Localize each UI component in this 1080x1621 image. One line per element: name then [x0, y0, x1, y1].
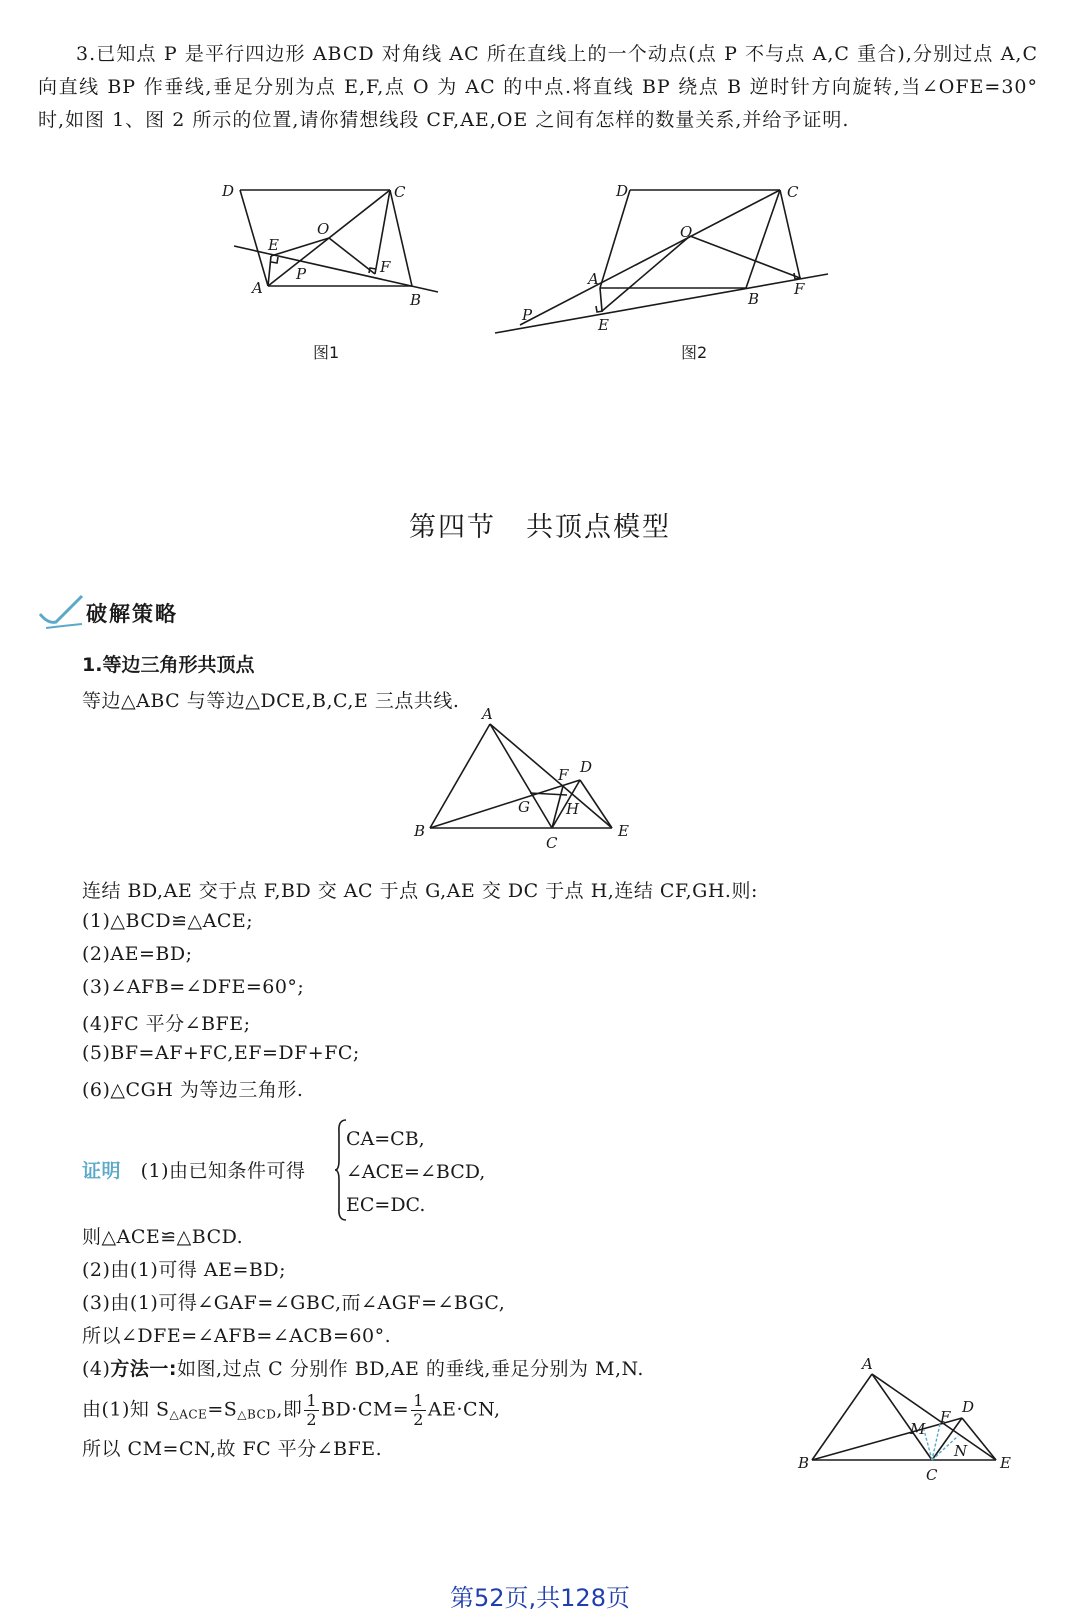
proof-label-d: D: [962, 1398, 975, 1416]
proof-label-b: B: [798, 1454, 810, 1472]
proof-label-f: F: [940, 1408, 951, 1426]
fig2-label-f: F: [794, 280, 805, 298]
proof-conclusion: 所以 CM=CN,故 FC 平分∠BFE.: [82, 1438, 383, 1460]
result-4: (4)FC 平分∠BFE;: [82, 1013, 251, 1035]
fig1-label-a: A: [252, 279, 263, 297]
fig2-label-a: A: [588, 270, 599, 288]
proof-label-c: C: [926, 1466, 938, 1484]
figure-2-caption: 图2: [681, 343, 708, 362]
eq-label-b: B: [414, 822, 426, 840]
proof-step-1-result: 则△ACE≌△BCD.: [82, 1226, 244, 1248]
fraction-half-1: $\frac{1}{2}$: [306, 1391, 318, 1429]
brace-line-1: CA=CB,: [346, 1128, 425, 1150]
fig2-label-c: C: [787, 183, 799, 201]
fig2-label-o: O: [680, 223, 693, 241]
fig1-label-p: P: [296, 265, 307, 283]
fig2-label-d: D: [616, 182, 629, 200]
figure-1-diagram: [220, 180, 455, 310]
proof-label-e: E: [1000, 1454, 1011, 1472]
eq-label-g: G: [518, 798, 530, 816]
proof-label: 证明: [82, 1160, 122, 1182]
fig2-label-b: B: [748, 290, 760, 308]
subsection-heading: 1.等边三角形共顶点: [82, 654, 255, 676]
strategy-label: 破解策略: [86, 602, 178, 626]
strategy-banner: [38, 594, 238, 630]
brace-line-2: ∠ACE=∠BCD,: [346, 1161, 486, 1183]
fig1-label-f: F: [380, 258, 391, 276]
figure-1-caption: 图1: [313, 343, 340, 362]
fig1-label-c: C: [394, 183, 406, 201]
result-6: (6)△CGH 为等边三角形.: [82, 1079, 304, 1101]
proof-brace-conditions: [346, 1123, 485, 1222]
proof-step-4: (4)方法一:如图,过点 C 分别作 BD,AE 的垂线,垂足分别为 M,N.: [82, 1358, 644, 1380]
pen-check-icon: [38, 594, 88, 630]
eq-label-c: C: [546, 834, 558, 852]
fig2-label-e: E: [598, 316, 609, 334]
proof-step-1: 证明 (1)由已知条件可得: [82, 1160, 306, 1182]
page-footer: 第52页,共128页: [450, 1584, 630, 1612]
eq-label-d: D: [580, 758, 593, 776]
proof-figure: [800, 1356, 1030, 1486]
section-title: [0, 505, 1080, 544]
fig2-label-p: P: [522, 306, 533, 324]
fig1-label-o: O: [317, 220, 330, 238]
proof-step-2: (2)由(1)可得 AE=BD;: [82, 1259, 286, 1281]
section-name: 共顶点模型: [526, 512, 671, 543]
fig1-label-e: E: [268, 236, 279, 254]
method-one-label: 方法一:: [110, 1358, 178, 1380]
proof-label-n: N: [954, 1442, 968, 1460]
fig1-label-d: D: [222, 182, 235, 200]
subsection-intro: 等边△ABC 与等边△DCE,B,C,E 三点共线.: [82, 690, 460, 712]
equilateral-figure: [410, 706, 640, 854]
proof-label-a: A: [862, 1355, 873, 1373]
problem-text: 3.已知点 P 是平行四边形 ABCD 对角线 AC 所在直线上的一个动点(点 P 不与点 A,C 重合),分别过点 A,C 向直线 BP 作垂线,垂足分别为点 E,F,点 O 为 AC 的中点.将直线 BP 绕点 B 逆时针方向旋转,当∠OFE=30°时,如图 1、图 2 所示的位置,请你猜想线段 CF,AE,OE 之间有怎样的数量关系,并给予证明.: [38, 43, 1038, 131]
eq-label-a: A: [482, 705, 493, 723]
area-equation: 由(1)知 $S_{\triangle ACE}=S_{\triangle BCD}$,即 $\frac{1}{2}$ BD·CM= $\frac{1}{2}$ AE·CN,: [82, 1391, 501, 1429]
result-5: (5)BF=AF+FC,EF=DF+FC;: [82, 1042, 360, 1064]
proof-step-3a: (3)由(1)可得∠GAF=∠GBC,而∠AGF=∠BGC,: [82, 1292, 506, 1314]
fig1-label-b: B: [410, 291, 422, 309]
result-2: (2)AE=BD;: [82, 943, 193, 965]
section-number: 第四节: [409, 512, 496, 543]
eq-label-f: F: [558, 766, 569, 784]
eq-label-h: H: [566, 800, 580, 818]
figure-2-diagram: [490, 180, 835, 340]
proof-label-m: M: [910, 1420, 926, 1438]
result-1: (1)△BCD≌△ACE;: [82, 910, 254, 932]
result-3: (3)∠AFB=∠DFE=60°;: [82, 976, 305, 998]
eq-label-e: E: [618, 822, 629, 840]
fraction-half-2: $\frac{1}{2}$: [413, 1391, 424, 1429]
brace-line-3: EC=DC.: [346, 1194, 426, 1216]
proof-step-3b: 所以∠DFE=∠AFB=∠ACB=60°.: [82, 1325, 392, 1347]
connect-text: 连结 BD,AE 交于点 F,BD 交 AC 于点 G,AE 交 DC 于点 H,连结 CF,GH.则:: [82, 880, 758, 902]
